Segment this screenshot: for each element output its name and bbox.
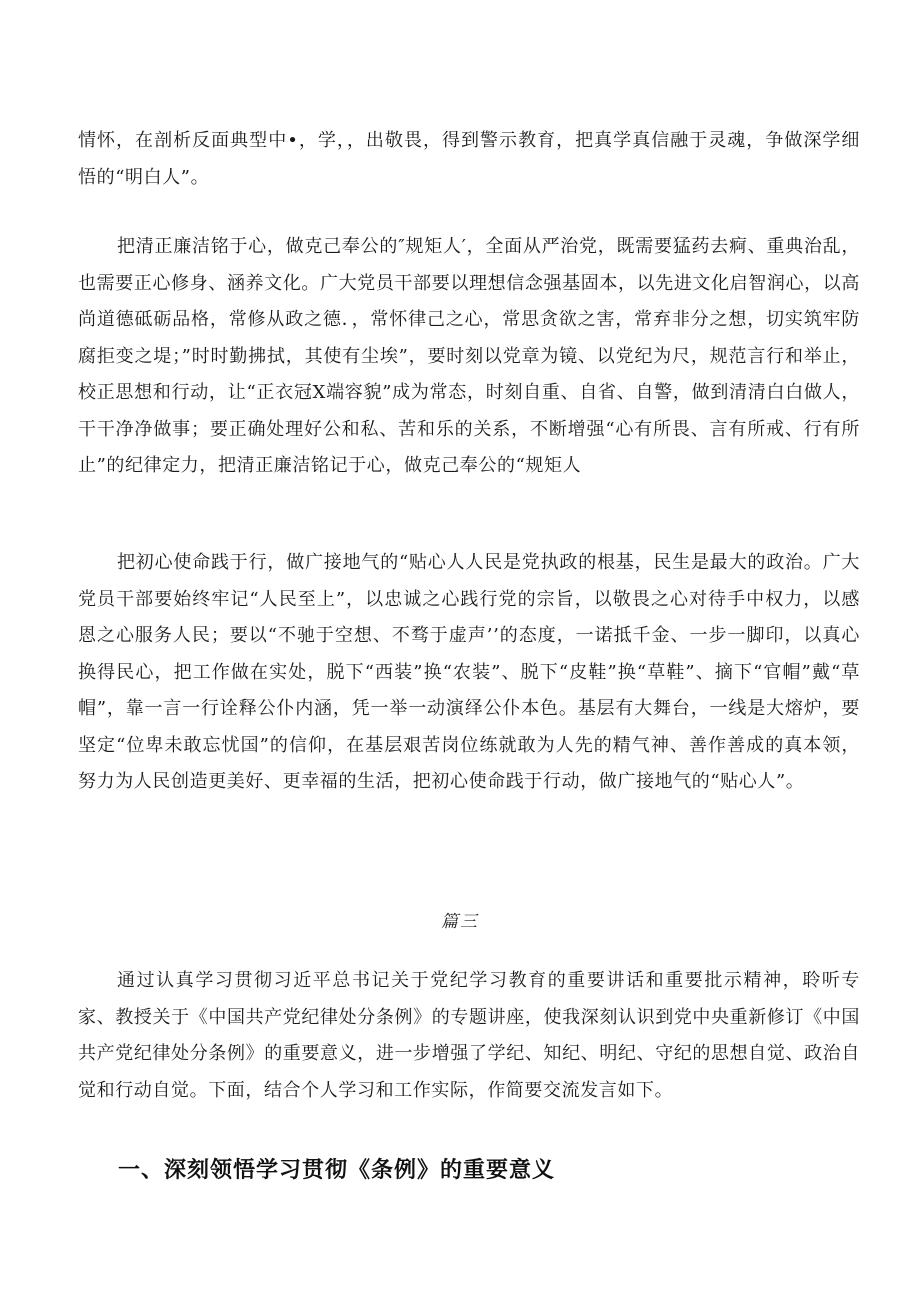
paragraph-integrity: 把清正廉洁铭于心，做克己奉公的″规矩人′，全面从严治党，既需要猛药去痾、重典治乱，也需要正心修身、涵养文化。广大党员干部要以理想信念强基固本，以先进文化启智润心，以高尚道德砥砺品格，常修从政之德．，常怀律己之心，常思贪欲之害，常弃非分之想，切实筑牢防腐拒变之堤；”时时勤拂拭，其使有尘埃”，要时刻以党章为镜、以党纪为尺，规范言行和举止，校正思想和行动，让“正衣冠X端容貌”成为常态，时刻自重、自省、自警，做到清清白白做人，干干净净做事；要正确处理好公和私、苦和乐的关系，不断增强“心有所畏、言有所戒、行有所止”的纪律定力，把清正廉洁铭记于心，做克己奉公的“规矩人: [78, 236, 860, 476]
section-title: 篇三: [441, 912, 479, 932]
paragraph-intro: 通过认真学习贯彻习近平总书记关于党纪学习教育的重要讲话和重要批示精神，聆听专家、教授关于《中国共产党纪律处分条例》的专题讲座，使我深刻认识到党中央重新修订《中国共产党纪律处分条例》的重要意义，进一步增强了学纪、知纪、明纪、守纪的思想自觉、政治自觉和行动自觉。下面，结合个人学习和工作实际，作简要交流发言如下。: [78, 970, 860, 1101]
section-heading: 一、深刻领悟学习贯彻《条例》的重要意义: [118, 1158, 556, 1183]
paragraph-mission: 把初心使命践于行，做广接地气的“贴心人人民是党执政的根基，民生是最大的政治。广大党员干部要始终牢记“人民至上”，以忠诚之心践行党的宗旨，以敬畏之心对待手中权力，以感恩之心服务人民；要以“不驰于空想、不骛于虚声’’的态度，一诺抵千金、一步一脚印，以真心换得民心，把工作做在实处，脱下“西装”换“农装”、脱下“皮鞋”换“草鞋”、摘下“官帽”戴“草帽”，靠一言一行诠释公仆内涵，凭一举一动演绎公仆本色。基层有大舞台，一线是大熔炉，要坚定“位卑未敢忘忧国”的信仰，在基层艰苦岗位练就敢为人先的精气神、善作善成的真本领，努力为人民创造更美好、更幸福的生活，把初心使命践于行动，做广接地气的“贴心人”。: [78, 552, 860, 792]
paragraph-continuation: 情怀，在剖析反面典型中•，学，，出敬畏，得到警示教育，把真学真信融于灵魂，争做深学细悟的“明白人”。: [78, 130, 860, 188]
